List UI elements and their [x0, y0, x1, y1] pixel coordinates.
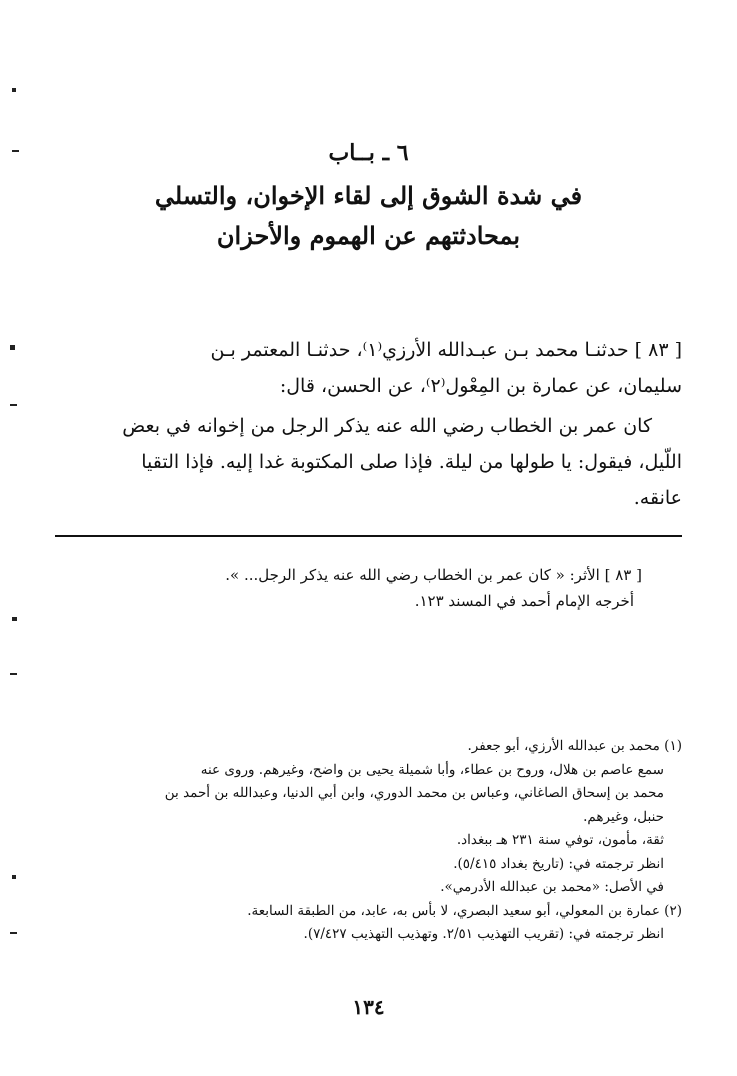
chapter-title — [55, 176, 682, 256]
footnote-2-reference: انظر ترجمته في: (تقريب التهذيب ٢/٥١. وتهذيب التهذيب ٧/٤٢٧). — [303, 926, 664, 942]
takhrij-line: [ ٨٣ ] الأثر: « كان عمر بن الخطاب رضي الله عنه يذكر الرجل... ». — [225, 566, 642, 584]
takhrij-note — [55, 562, 642, 614]
isnad-line: [ ٨٣ ] حدثنـا محمد بـن عبـدالله الأرزي⁽١⁾، حدثنـا المعتمر بـن — [210, 339, 682, 361]
footnote-divider — [55, 535, 682, 537]
margin-mark — [12, 875, 16, 879]
margin-mark — [10, 345, 15, 350]
footnotes — [55, 735, 682, 947]
matn-line: عانقه. — [633, 487, 682, 509]
footnote-2-head: (٢) عمارة بن المعولي، أبو سعيد البصري، لا بأس به، عابد، من الطبقة السابعة. — [247, 902, 682, 919]
margin-mark — [10, 932, 17, 934]
chapter-number: ٦ ـ بــاب — [328, 140, 409, 166]
matn-line: اللّيل، فيقول: يا طولها من ليلة. فإذا صلى المكتوبة غدا إليه. فإذا التقيا — [141, 451, 682, 473]
footnote-1-original: في الأصل: «محمد بن عبدالله الأدرمي». — [440, 879, 664, 895]
chapter-title-line: في شدة الشوق إلى لقاء الإخوان، والتسلي — [154, 181, 583, 210]
footnote-1-status: ثقة، مأمون، توفي سنة ٢٣١ هـ ببغداد. — [456, 832, 664, 848]
margin-mark — [12, 150, 19, 152]
chapter-title-line: بمحادثتهم عن الهموم والأحزان — [216, 221, 521, 250]
page-number: ١٣٤ — [352, 995, 385, 1019]
footnote-1-head: (١) محمد بن عبدالله الأرزي، أبو جعفر. — [467, 738, 682, 754]
matn-line: كان عمر بن الخطاب رضي الله عنه يذكر الرجل من إخوانه في بعض — [122, 415, 652, 437]
footnote-1-body: حنبل، وغيرهم. — [583, 808, 664, 825]
margin-mark — [12, 88, 16, 92]
hadith-matn — [55, 408, 682, 516]
hadith-isnad — [55, 332, 682, 404]
margin-mark — [10, 404, 17, 406]
footnote-1-body: سمع عاصم بن هلال، وروح بن عطاء، وأبا شميلة يحيى بن واضح، وغيرهم. وروى عنه — [200, 761, 664, 778]
margin-mark — [12, 617, 17, 621]
takhrij-line: أخرجه الإمام أحمد في المسند ١٢٣. — [414, 592, 634, 610]
footnote-1-reference: انظر ترجمته في: (تاريخ بغداد ٥/٤١٥). — [453, 855, 664, 872]
margin-mark — [10, 673, 17, 675]
footnote-1-body: محمد بن إسحاق الصاغاني، وعباس بن محمد الدوري، وابن أبي الدنيا، وعبدالله بن أحمد بن — [164, 785, 664, 801]
isnad-line: سليمان، عن عمارة بن المِعْول⁽٢⁾، عن الحسن، قال: — [279, 375, 682, 397]
